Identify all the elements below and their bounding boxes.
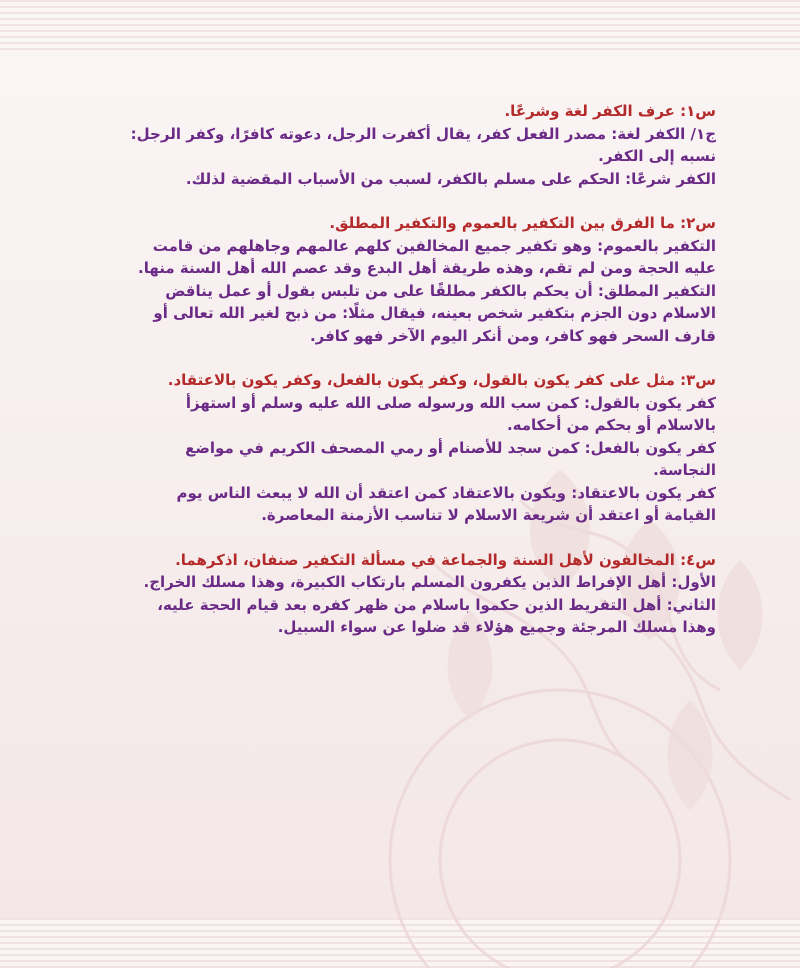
- question-3: س٣: مثل على كفر يكون بالقول، وكفر يكون بالفعل، وكفر يكون بالاعتقاد.: [167, 371, 716, 389]
- qa-section-3: [126, 369, 716, 527]
- document-body: [126, 100, 716, 661]
- question-4: س٤: المخالفون لأهل السنة والجماعة في مسألة التكفير صنفان، اذكرهما.: [175, 550, 716, 569]
- answer-2-absolute-takfir: التكفير المطلق: أن يحكم بالكفر مطلقًا على من تلبس بقول أو عمل يناقض الاسلام دون الجزم بتكفير شخص بعينه، فيقال مثلًا: من ذبح لغير الله تعالى أو قارف السحر فهو كافر، ومن أنكر اليوم الآخر فهو كافر.: [153, 281, 716, 345]
- answer-4-first-group: الأول: أهل الإفراط الذين يكفرون المسلم بارتكاب الكبيرة، وهذا مسلك الخراج.: [143, 573, 716, 591]
- question-1: س١: عرف الكفر لغة وشرعًا.: [504, 102, 716, 120]
- qa-section-2: [126, 212, 716, 347]
- answer-1-definition-legal: الكفر شرعًا: الحكم على مسلم بالكفر، لسبب من الأسباب المقضية لذلك.: [185, 169, 716, 188]
- qa-section-4: [126, 549, 716, 639]
- question-2: س٢: ما الفرق بين التكفير بالعموم والتكفير المطلق.: [329, 214, 716, 232]
- answer-2-general-takfir: التكفير بالعموم: وهو تكفير جميع المخالفين كلهم عالمهم وجاهلهم من قامت عليه الحجة ومن لم تقم، وهذه طريقة أهل البدع وقد عصم الله أهل السنة منها.: [138, 236, 716, 277]
- answer-3-by-speech: كفر يكون بالقول: كمن سب الله ورسوله صلى الله عليه وسلم أو استهزأ بالاسلام أو بحكم من أحكامه.: [185, 393, 716, 434]
- answer-4-second-group: الثاني: أهل التفريط الذين حكموا باسلام من ظهر كفره بعد قيام الحجة عليه، وهذا مسلك المرجئة وجميع هؤلاء قد ضلوا عن سواء السبيل.: [157, 595, 716, 636]
- answer-1-definition-linguistic: ج١/ الكفر لغة: مصدر الفعل كفر، يقال أكفرت الرجل، دعوته كافرًا، وكفر الرجل: نسبه إلى الكفر.: [130, 124, 716, 165]
- answer-3-by-action: كفر يكون بالفعل: كمن سجد للأصنام أو رمي المصحف الكريم في مواضع النجاسة.: [185, 438, 716, 479]
- answer-3-by-belief: كفر يكون بالاعتقاد: ويكون بالاعتقاد كمن اعتقد أن الله لا يبعث الناس يوم القيامة أو اعتقد أن شريعة الاسلام لا تناسب الأزمنة المعاصرة.: [176, 483, 716, 524]
- qa-section-1: [126, 100, 716, 190]
